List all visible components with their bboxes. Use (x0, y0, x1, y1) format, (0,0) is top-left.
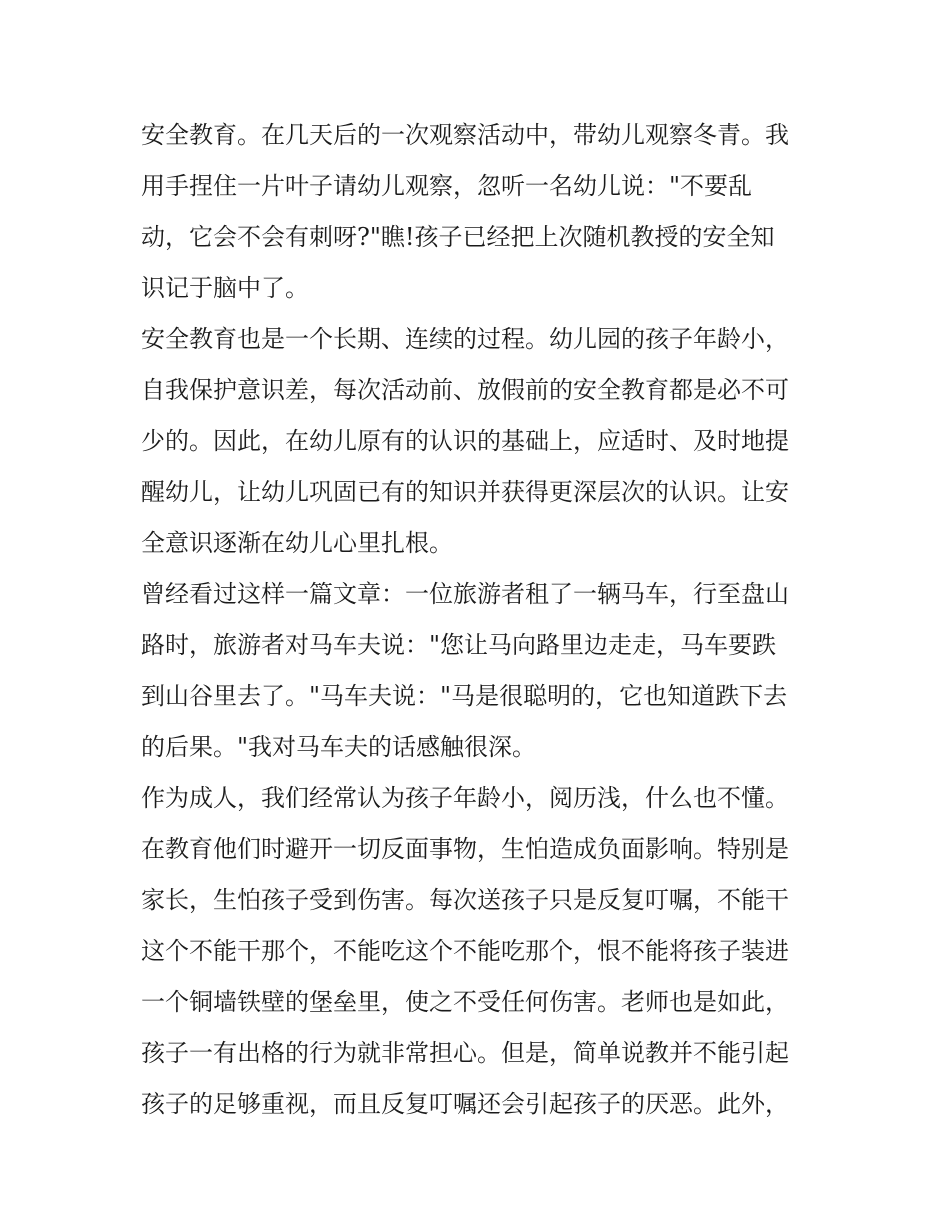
text-line: 用手捏住一片叶子请幼儿观察，忽听一名幼儿说："不要乱 (141, 172, 753, 200)
text-line: 家长，生怕孩子受到伤害。每次送孩子只是反复叮嘱，不能干 (141, 886, 789, 914)
text-line: 动，它会不会有刺呀?"瞧!孩子已经把上次随机教授的安全知 (141, 223, 775, 251)
text-line: 安全教育。在几天后的一次观察活动中，带幼儿观察冬青。我 (141, 121, 789, 149)
paragraph-2 (141, 314, 813, 569)
text-line: 到山谷里去了。"马车夫说："马是很聪明的，它也知道跌下去 (141, 682, 788, 710)
document-body (141, 110, 813, 1130)
paragraph-1 (141, 110, 813, 314)
text-line: 在教育他们时避开一切反面事物，生怕造成负面影响。特别是 (141, 835, 789, 863)
text-line: 孩子一有出格的行为就非常担心。但是，简单说教并不能引起 (141, 1039, 789, 1067)
text-line: 一个铜墙铁壁的堡垒里，使之不受任何伤害。老师也是如此， (141, 988, 789, 1016)
text-line: 醒幼儿，让幼儿巩固已有的知识并获得更深层次的认识。让安 (141, 478, 789, 506)
text-line: 少的。因此，在幼儿原有的认识的基础上，应适时、及时地提 (141, 427, 789, 455)
text-line: 识记于脑中了。 (141, 274, 309, 302)
text-line: 的后果。"我对马车夫的话感触很深。 (141, 733, 537, 761)
text-line: 曾经看过这样一篇文章：一位旅游者租了一辆马车，行至盘山 (141, 580, 789, 608)
paragraph-4 (141, 773, 813, 1130)
text-line: 这个不能干那个，不能吃这个不能吃那个，恨不能将孩子装进 (141, 937, 789, 965)
text-line: 孩子的足够重视，而且反复叮嘱还会引起孩子的厌恶。此外， (141, 1090, 789, 1118)
text-line: 作为成人，我们经常认为孩子年龄小，阅历浅，什么也不懂。 (141, 784, 789, 812)
text-line: 安全教育也是一个长期、连续的过程。幼儿园的孩子年龄小， (141, 325, 789, 353)
text-line: 自我保护意识差，每次活动前、放假前的安全教育都是必不可 (141, 376, 789, 404)
paragraph-3 (141, 569, 813, 773)
text-line: 路时，旅游者对马车夫说："您让马向路里边走走，马车要跌 (141, 631, 777, 659)
text-line: 全意识逐渐在幼儿心里扎根。 (141, 529, 453, 557)
